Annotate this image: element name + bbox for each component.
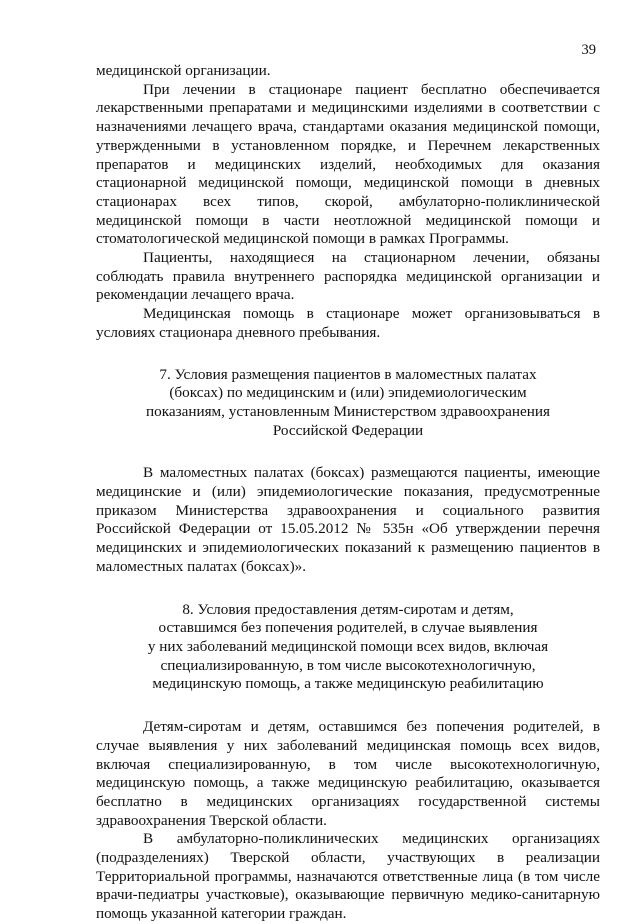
document-body [96, 62, 600, 924]
paragraph-inpatient-provision: При лечении в стационаре пациент бесплатно обеспечивается лекарственными препаратами и медицинскими изделиями в соответствии с назначениями лечащего врача, стандартами оказания медицинской помощи, утвержденными в установленном порядке, и Перечнем лекарственных препаратов и медицинских изделий, необходимых для оказания стационарной медицинской помощи, медицинской помощи в дневных стационарах всех типов, скорой, амбулаторно-поликлинической медицинской помощи в части неотложной медицинской помощи и стоматологической медицинской помощи в рамках Программы. [96, 80, 600, 248]
paragraph-day-hospital: Медицинская помощь в стационаре может организовываться в условиях стационара дневного пребывания. [96, 305, 600, 341]
heading-line: (боксах) по медицинским и (или) эпидемиологическим [169, 384, 527, 402]
heading-line: специализированную, в том числе высокотехнологичную, [160, 656, 536, 674]
section-7-paragraph: В маломестных палатах (боксах) размещаются пациенты, имеющие медицинские и (или) эпидемиологические показания, предусмотренные приказом Министерства здравоохранения и социального развития Российской Федерации от 15.05.2012 № 535н «Об утверждении перечня медицинских и эпидемиологических показаний к размещению пациентов в маломестных палатах (боксах)». [96, 464, 600, 575]
paragraph-patient-obligations: Пациенты, находящиеся на стационарном лечении, обязаны соблюдать правила внутреннего распорядка медицинской организации и рекомендации лечащего врача. [96, 249, 600, 304]
heading-line: Российской Федерации [272, 421, 424, 439]
page-number: 39 [581, 42, 596, 58]
section-8-paragraph-responsible-persons: В амбулаторно-поликлинических медицинских организациях (подразделениях) Тверской области, участвующих в реализации Территориальной программы, назначаются ответственные лица (в том числе врачи-педиатры участковые), оказывающие первичную медико-санитарную помощь указанной категории граждан. [96, 830, 600, 923]
heading-line: медицинскую помощь, а также медицинскую реабилитацию [152, 675, 544, 693]
heading-line: у них заболеваний медицинской помощи всех видов, включая [147, 637, 549, 655]
paragraph-continuation: медицинской организации. [96, 62, 271, 79]
section-8-heading [96, 601, 600, 695]
heading-line: 7. Условия размещения пациентов в маломестных палатах [159, 365, 537, 383]
heading-line: показаниям, установленным Министерством здравоохранения [145, 402, 551, 420]
heading-line: оставшимся без попечения родителей, в случае выявления [158, 619, 538, 637]
heading-line: 8. Условия предоставления детям-сиротам и детям, [182, 600, 514, 618]
section-7-heading [96, 366, 600, 441]
section-8-paragraph-orphans: Детям-сиротам и детям, оставшимся без попечения родителей, в случае выявления у них заболеваний медицинская помощь всех видов, включая специализированную, в том числе высокотехнологичную, медицинскую помощь, а также медицинскую реабилитацию, оказывается бесплатно в медицинских организациях государственной системы здравоохранения Тверской области. [96, 718, 600, 829]
